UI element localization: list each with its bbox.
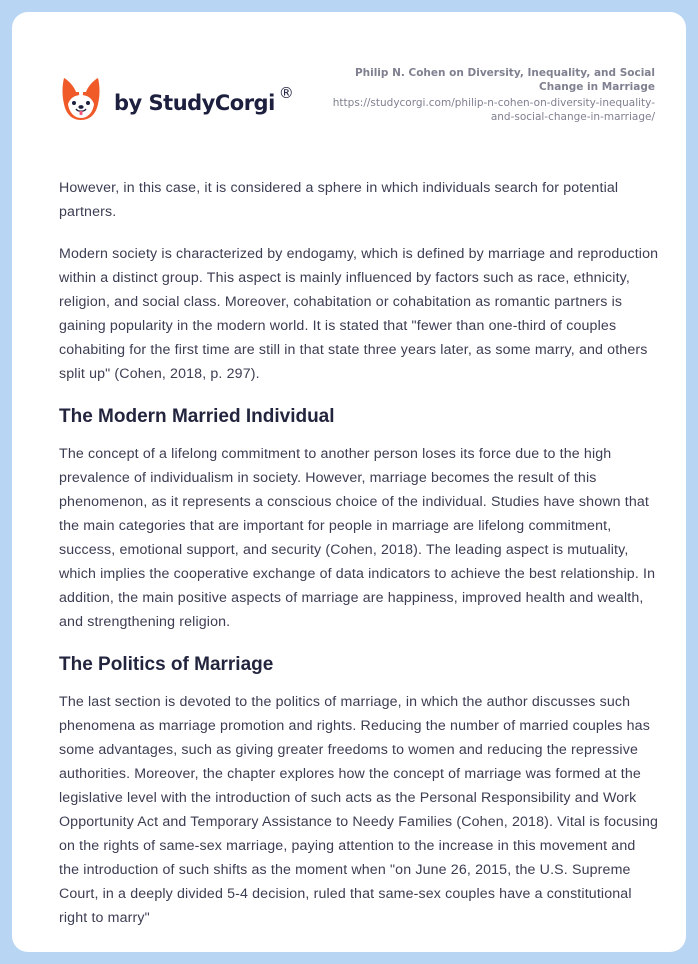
reference-title-line-1: Philip N. Cohen on Diversity, Inequality, and Social xyxy=(354,67,655,79)
reference-title-line-2: Change in Marriage xyxy=(539,81,655,93)
header xyxy=(12,12,686,162)
reference-title xyxy=(295,66,655,94)
reference-url[interactable] xyxy=(295,96,655,124)
section-heading: The Politics of Marriage xyxy=(59,654,274,675)
studycorgi-logo[interactable] xyxy=(60,76,294,122)
paragraph: The concept of a lifelong commitment to another person loses its force due to the high prevalence of individualism in society. However, marriage becomes the result of this phenomenon, as it represents a conscious choice of the individual. Studies have shown that the main categories that are important for people in marriage are lifelong commitment, success, emotional support, and security (Cohen, 2018). The leading aspect is mutuality, which implies the cooperative exchange of data indicators to achieve the best relationship. In addition, the main positive aspects of marriage are happiness, improved health and wealth, and strengthening religion. xyxy=(59,446,656,630)
document-card xyxy=(12,12,686,952)
reference-url-line-1: https://studycorgi.com/philip-n-cohen-on-diversity-inequality- xyxy=(332,97,655,109)
paragraph: Modern society is characterized by endogamy, which is defined by marriage and reproduction within a distinct group. This aspect is mainly influenced by factors such as race, ethnicity, religion, and social class. Moreover, cohabitation or cohabitation as romantic partners is gaining popularity in the modern world. It is stated that "fewer than one-third of couples cohabiting for the first time are still in that state three years later, as some marry, and others split up" (Cohen, 2018, p. 297). xyxy=(59,246,659,382)
section-heading: The Modern Married Individual xyxy=(59,406,335,427)
brand-name: by StudyCorgi xyxy=(114,91,275,115)
registered-mark: ® xyxy=(278,84,294,102)
reference-url-line-2: and-social-change-in-marriage/ xyxy=(490,111,655,123)
citation-reference xyxy=(295,66,655,124)
paragraph: However, in this case, it is considered a sphere in which individuals search for potential partners. xyxy=(59,180,619,220)
corgi-logo-icon xyxy=(60,76,102,122)
article-body xyxy=(59,176,659,948)
paragraph: The last section is devoted to the politics of marriage, in which the author discusses such phenomena as marriage promotion and rights. Reducing the number of married couples has some advantages, such as giving greater freedoms to women and reducing the repressive authorities. Moreover, the chapter explores how the concept of marriage was formed at the legislative level with the introduction of such acts as the Personal Responsibility and Work Opportunity Act and Temporary Assistance to Needy Families (Cohen, 2018). Vital is focusing on the rights of same-sex marriage, paying attention to the increase in this movement and the introduction of such shifts as the moment when "on June 26, 2015, the U.S. Supreme Court, in a deeply divided 5-4 decision, ruled that same-sex couples have a constitutional right to marry" xyxy=(59,694,659,926)
